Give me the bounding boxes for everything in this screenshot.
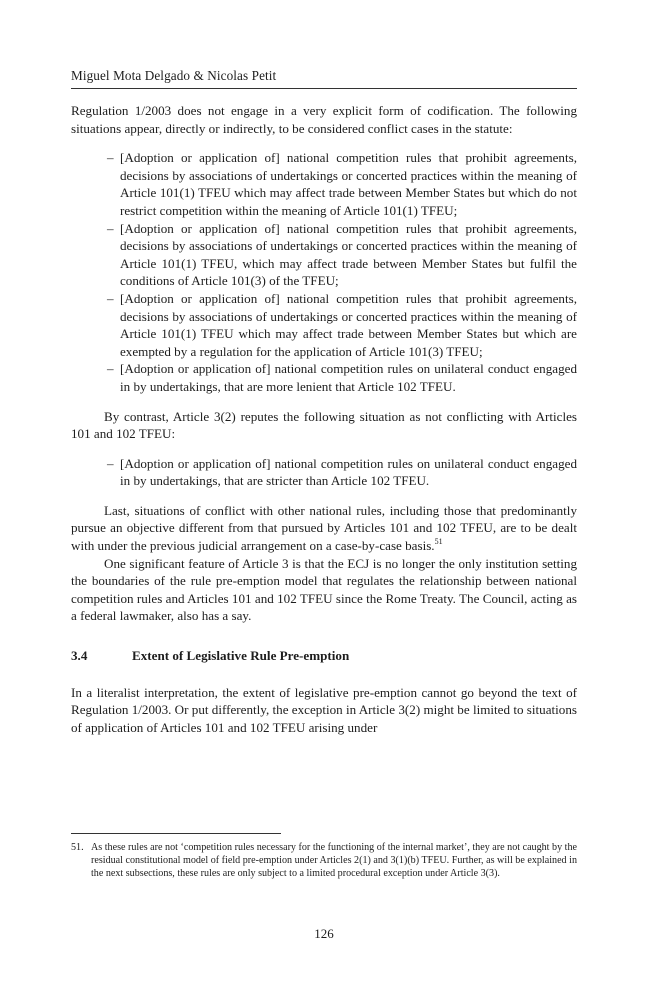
list-item-text: [Adoption or application of] national competition rules on unilateral conduct engaged in by undertakings, that are stricter than Article 102 TFEU.	[120, 455, 577, 489]
footnote-reference[interactable]: 51	[434, 536, 443, 546]
dash-bullet: –	[107, 455, 114, 471]
running-head: Miguel Mota Delgado & Nicolas Petit	[71, 68, 277, 83]
dash-bullet: –	[107, 220, 114, 236]
conflict-cases-list	[71, 149, 577, 395]
list-item-text: [Adoption or application of] national competition rules on unilateral conduct engaged in by undertakings, that are more lenient that Article 102 TFEU.	[120, 361, 577, 394]
paragraph-last-text: Last, situations of conflict with other national rules, including those that predominantly pursue an objective different from that pursued by Articles 101 and 102 TFEU, are to be dealt with under the previous judicial arrangement on a case-by-case basis.	[71, 502, 577, 554]
paragraph-intro: Regulation 1/2003 does not engage in a very explicit form of codification. The following situations appear, directly or indirectly, to be considered conflict cases in the statute:	[71, 103, 577, 136]
footnote-number: 51.	[71, 842, 84, 853]
footnote-text: As these rules are not ‘competition rules necessary for the functioning of the internal market’, they are not caught by the residual constitutional model of field pre-emption under Articles 2(1) and 3(1)(b) TFEU. Further, as will be explained in the next subsections, these rules are only subject to a limited procedural exception under Article 3(3).	[91, 842, 577, 879]
footnote	[71, 841, 577, 880]
footnote-rule	[71, 833, 281, 834]
header-rule	[71, 88, 577, 89]
page-number: 126	[314, 926, 334, 941]
paragraph-last	[71, 502, 577, 555]
dash-bullet: –	[107, 150, 114, 166]
list-item	[107, 220, 577, 290]
list-item	[107, 149, 577, 219]
non-conflict-list	[71, 455, 577, 490]
list-item	[107, 360, 577, 395]
list-item-text: [Adoption or application of] national competition rules that prohibit agreements, decisions by associations of undertakings or concerted practices within the meaning of Article 101(1) TFEU, which may affect trade between Member States but fulfil the conditions of Article 101(3) of the TFEU;	[120, 220, 577, 289]
dash-bullet: –	[107, 290, 114, 306]
dash-bullet: –	[107, 361, 114, 377]
list-item-text: [Adoption or application of] national competition rules that prohibit agreements, decisions by associations of undertakings or concerted practices within the meaning of Article 101(1) TFEU which may affect trade between Member States but which do not restrict competition within the meaning of Article 101(1) TFEU;	[120, 150, 577, 218]
section-number: 3.4	[71, 648, 88, 664]
paragraph-literalist: In a literalist interpretation, the extent of legislative pre-emption cannot go beyond the text of Regulation 1/2003. Or put differently, the exception in Article 3(2) might be limited to situations of application of Articles 101 and 102 TFEU arising under	[71, 684, 577, 735]
list-item-text: [Adoption or application of] national competition rules that prohibit agreements, decisions by associations of undertakings or concerted practices within the meaning of Article 101(1) TFEU which may affect trade between Member States but which are exempted by a regulation for the application of Article 101(3) TFEU;	[120, 290, 577, 359]
paragraph-feature: One significant feature of Article 3 is that the ECJ is no longer the only institution setting the boundaries of the rule pre-emption model that regulates the relationship between national competition rules and Articles 101 and 102 TFEU since the Rome Treaty. The Council, acting as a federal lawmaker, also has a say.	[71, 555, 577, 624]
list-item	[107, 290, 577, 360]
paragraph-contrast: By contrast, Article 3(2) reputes the following situation as not conflicting with Articles 101 and 102 TFEU:	[71, 408, 577, 442]
list-item	[107, 455, 577, 490]
body-text	[71, 102, 577, 736]
section-heading	[71, 647, 577, 665]
section-title: Extent of Legislative Rule Pre-emption	[132, 648, 350, 664]
